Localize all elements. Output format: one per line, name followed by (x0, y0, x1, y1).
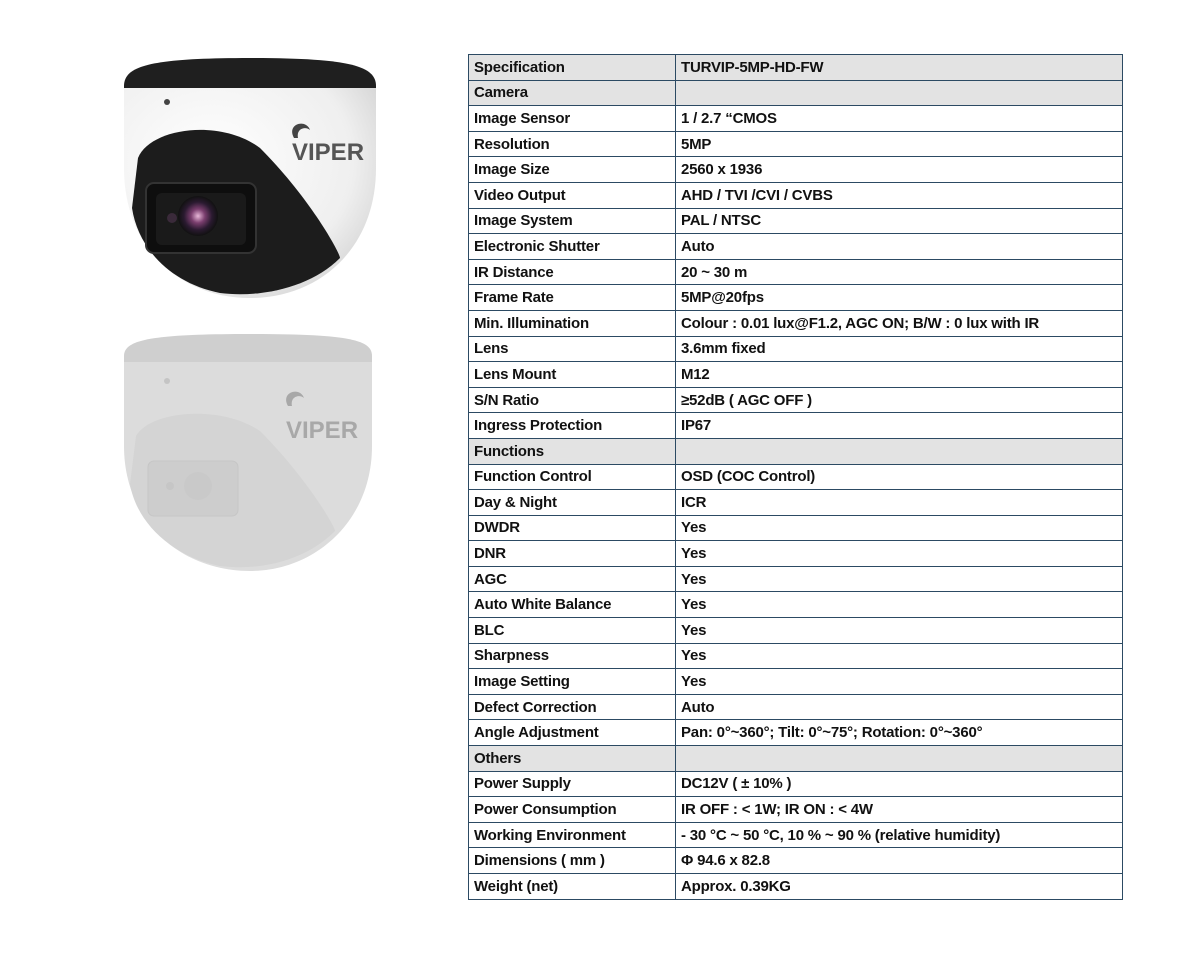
table-row (469, 208, 1123, 234)
table-row (469, 413, 1123, 439)
spec-label: Sharpness (469, 643, 676, 669)
spec-label: Frame Rate (469, 285, 676, 311)
spec-label: BLC (469, 618, 676, 644)
spec-value: ≥52dB ( AGC OFF ) (676, 387, 1123, 413)
spec-label: Lens Mount (469, 362, 676, 388)
spec-label: Dimensions ( mm ) (469, 848, 676, 874)
spec-label: Ingress Protection (469, 413, 676, 439)
spec-value: IP67 (676, 413, 1123, 439)
spec-value: Yes (676, 566, 1123, 592)
spec-value: OSD (COC Control) (676, 464, 1123, 490)
table-row (469, 566, 1123, 592)
spec-label: Working Environment (469, 822, 676, 848)
spec-label: DWDR (469, 515, 676, 541)
table-row (469, 490, 1123, 516)
section-empty-cell (676, 438, 1123, 464)
spec-label: Video Output (469, 182, 676, 208)
spec-label: Image Sensor (469, 106, 676, 132)
spec-value: DC12V ( ± 10% ) (676, 771, 1123, 797)
table-row (469, 310, 1123, 336)
section-header-row (469, 746, 1123, 772)
spec-value: Yes (676, 515, 1123, 541)
table-header-row (469, 55, 1123, 81)
spec-label: Electronic Shutter (469, 234, 676, 260)
table-row (469, 515, 1123, 541)
table-row (469, 797, 1123, 823)
spec-table (468, 54, 1123, 900)
section-title: Others (469, 746, 676, 772)
table-row (469, 874, 1123, 900)
svg-text:VIPER: VIPER (292, 139, 365, 166)
table-row (469, 694, 1123, 720)
table-row (469, 618, 1123, 644)
table-row (469, 362, 1123, 388)
table-row (469, 720, 1123, 746)
section-empty-cell (676, 746, 1123, 772)
table-row (469, 541, 1123, 567)
spec-label: AGC (469, 566, 676, 592)
spec-value: Auto (676, 694, 1123, 720)
section-header-row (469, 80, 1123, 106)
table-row (469, 387, 1123, 413)
spec-label: IR Distance (469, 259, 676, 285)
table-row (469, 234, 1123, 260)
header-value: TURVIP-5MP-HD-FW (676, 55, 1123, 81)
spec-label: Image Setting (469, 669, 676, 695)
spec-value: AHD / TVI /CVI / CVBS (676, 182, 1123, 208)
spec-value: 5MP@20fps (676, 285, 1123, 311)
spec-label: Angle Adjustment (469, 720, 676, 746)
table-row (469, 285, 1123, 311)
spec-label: DNR (469, 541, 676, 567)
table-row (469, 669, 1123, 695)
spec-label: Defect Correction (469, 694, 676, 720)
spec-label: Power Supply (469, 771, 676, 797)
spec-value: M12 (676, 362, 1123, 388)
spec-label: Auto White Balance (469, 592, 676, 618)
table-row (469, 182, 1123, 208)
spec-value: Yes (676, 541, 1123, 567)
spec-label: Lens (469, 336, 676, 362)
spec-value: 20 ~ 30 m (676, 259, 1123, 285)
spec-value: Yes (676, 669, 1123, 695)
spec-value: Colour : 0.01 lux@F1.2, AGC ON; B/W : 0 lux with IR (676, 310, 1123, 336)
table-row (469, 259, 1123, 285)
spec-label: Image Size (469, 157, 676, 183)
spec-value: - 30 °C ~ 50 °C, 10 % ~ 90 % (relative humidity) (676, 822, 1123, 848)
section-empty-cell (676, 80, 1123, 106)
spec-label: S/N Ratio (469, 387, 676, 413)
spec-value: 2560 x 1936 (676, 157, 1123, 183)
spec-label: Image System (469, 208, 676, 234)
spec-label: Min. Illumination (469, 310, 676, 336)
section-header-row (469, 438, 1123, 464)
spec-value: Yes (676, 592, 1123, 618)
camera-image-grey (110, 326, 385, 581)
spec-value: Yes (676, 618, 1123, 644)
spec-value: Φ 94.6 x 82.8 (676, 848, 1123, 874)
spec-label: Day & Night (469, 490, 676, 516)
table-row (469, 464, 1123, 490)
table-row (469, 771, 1123, 797)
table-row (469, 157, 1123, 183)
spec-label: Function Control (469, 464, 676, 490)
spec-value: 1 / 2.7 “CMOS (676, 106, 1123, 132)
spec-value: ICR (676, 490, 1123, 516)
svg-text:VIPER: VIPER (286, 417, 359, 444)
header-label: Specification (469, 55, 676, 81)
spec-value: 3.6mm fixed (676, 336, 1123, 362)
section-title: Camera (469, 80, 676, 106)
spec-value: PAL / NTSC (676, 208, 1123, 234)
camera-image-color (110, 48, 385, 313)
table-row (469, 336, 1123, 362)
table-row (469, 643, 1123, 669)
spec-value: 5MP (676, 131, 1123, 157)
table-row (469, 592, 1123, 618)
table-row (469, 848, 1123, 874)
table-row (469, 131, 1123, 157)
spec-value: Yes (676, 643, 1123, 669)
section-title: Functions (469, 438, 676, 464)
spec-value: Auto (676, 234, 1123, 260)
spec-value: IR OFF : < 1W; IR ON : < 4W (676, 797, 1123, 823)
table-row (469, 822, 1123, 848)
spec-label: Weight (net) (469, 874, 676, 900)
spec-label: Power Consumption (469, 797, 676, 823)
spec-value: Approx. 0.39KG (676, 874, 1123, 900)
table-row (469, 106, 1123, 132)
spec-label: Resolution (469, 131, 676, 157)
spec-value: Pan: 0°~360°; Tilt: 0°~75°; Rotation: 0°~360° (676, 720, 1123, 746)
